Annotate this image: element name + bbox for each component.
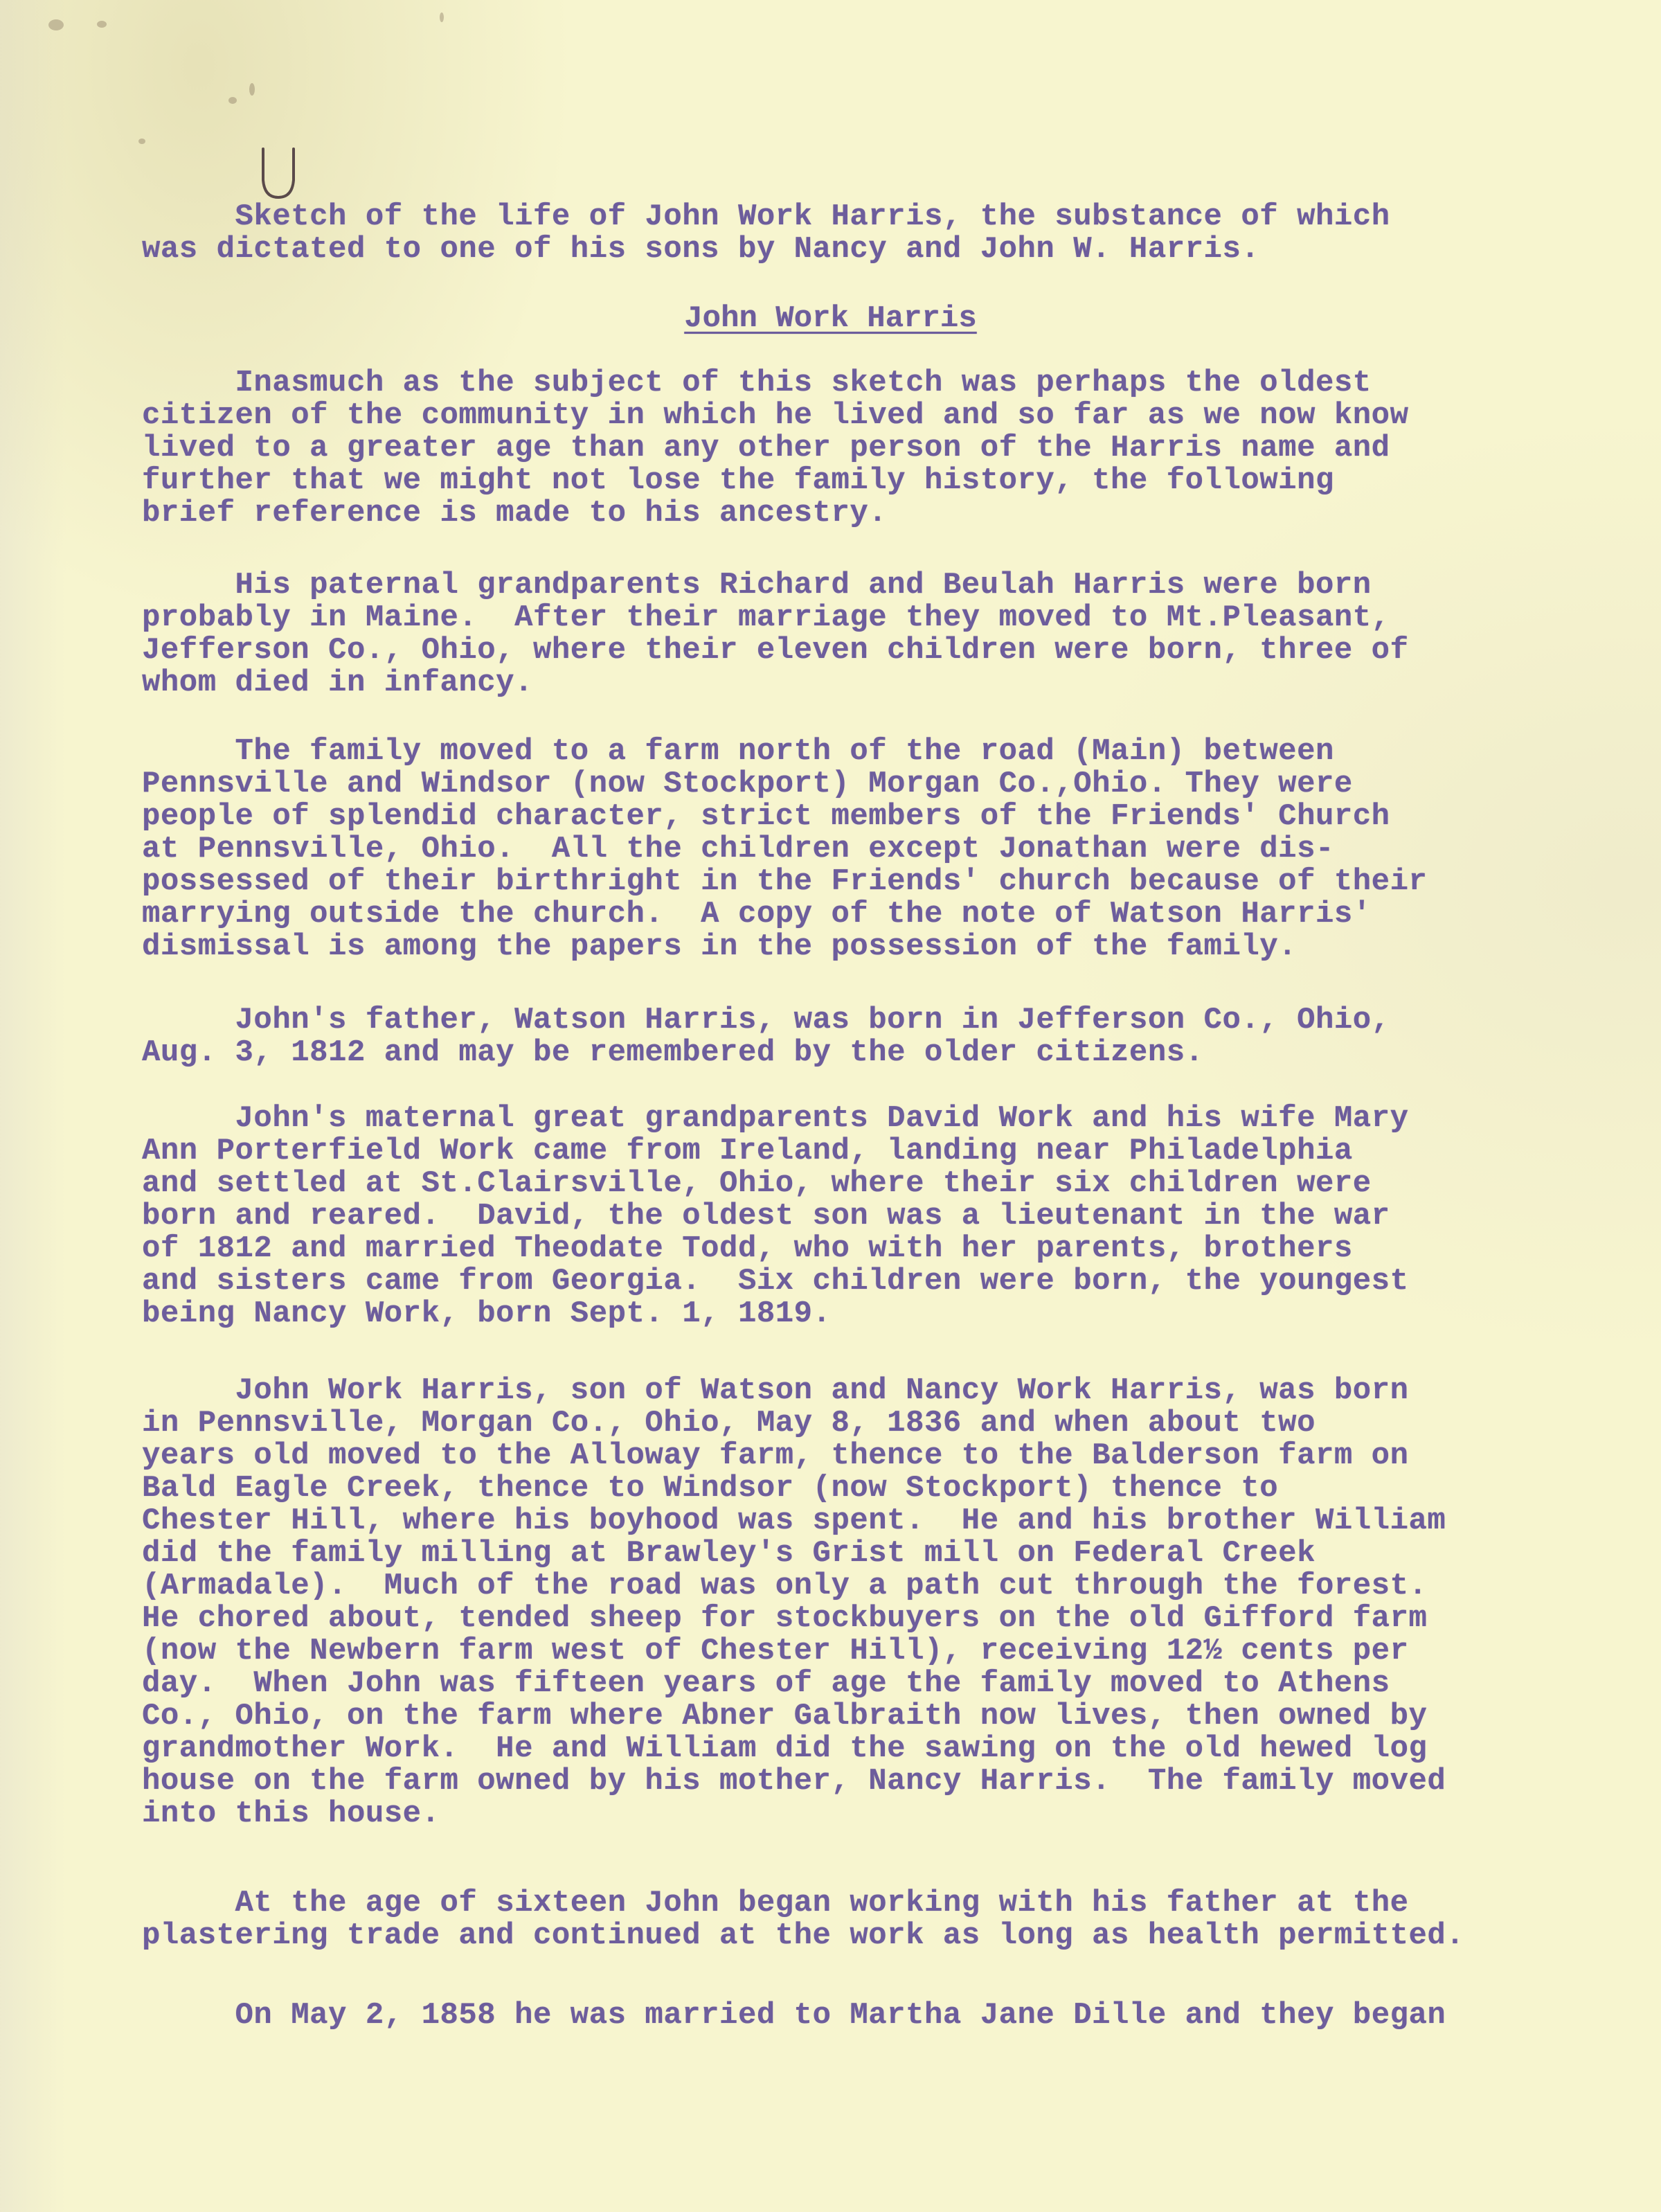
paragraph-marriage: On May 2, 1858 he was married to Martha Jane Dille and they began — [142, 1998, 1446, 2033]
document-title — [0, 303, 1661, 335]
stain-mark — [228, 97, 237, 104]
stain-mark — [249, 83, 255, 96]
pencil-mark-icon — [255, 142, 303, 204]
paragraph-ancestry-intro: Inasmuch as the subject of this sketch was perhaps the oldest citizen of the community in which he lived and so far as we now know lived to a greater age than any other person of the Harris name and further that we might not lose the family history, the following brief reference is made to his ancestry. — [142, 366, 1409, 530]
paragraph-boyhood: John Work Harris, son of Watson and Nancy Work Harris, was born in Pennsville, Morgan Co., Ohio, May 8, 1836 and when about two years old moved to the Alloway farm, thence to the Balderson farm on Bald Eagle Creek, thence to Windsor (now Stockport) thence to Chester Hill, where his boyhood was spent. He and his brother William did the family milling at Brawley's Grist mill on Federal Creek (Armadale). Much of the road was only a path cut through the forest. He chored about, tended sheep for stockbuyers on the old Gifford farm (now the Newbern farm west of Chester Hill), receiving 12½ cents per day. When John was fifteen years of age the family moved to Athens Co., Ohio, on the farm where Abner Galbraith now lives, then owned by grandmother Work. He and William did the sawing on the old hewed log house on the farm owned by his mother, Nancy Harris. The family moved into this house. — [142, 1373, 1446, 1831]
intro-text: Sketch of the life of John Work Harris, the substance of which was dictated to one of his sons by Nancy and John W. Harris. — [142, 199, 1390, 267]
document-title-text: John Work Harris — [684, 301, 977, 336]
paragraph-paternal-grandparents: His paternal grandparents Richard and Beulah Harris were born probably in Maine. After their marriage they moved to Mt.Pleasant, Jefferson Co., Ohio, where their eleven children were born, three of whom died in infancy. — [142, 568, 1409, 700]
stain-mark — [97, 21, 107, 28]
paragraph-family-move: The family moved to a farm north of the road (Main) between Pennsville and Windsor (now Stockport) Morgan Co.,Ohio. They were people of splendid character, strict members of the Friends' Church at Pennsville, Ohio. All the children except Jonathan were dis- possessed of their birthright in the Friends' church because of their marrying outside the church. A copy of the note of Watson Harris' dismissal is among the papers in the possession of the family. — [142, 734, 1428, 964]
stain-mark — [440, 12, 444, 22]
paragraph-father: John's father, Watson Harris, was born in Jefferson Co., Ohio, Aug. 3, 1812 and may be remembered by the older citizens. — [142, 1003, 1390, 1070]
stain-mark — [138, 139, 145, 144]
stain-mark — [48, 19, 64, 30]
paragraph-plastering-trade: At the age of sixteen John began working with his father at the plastering trade and continued at the work as long as health permitted. — [142, 1886, 1465, 1953]
paragraph-maternal-ancestry: John's maternal great grandparents David Work and his wife Mary Ann Porterfield Work came from Ireland, landing near Philadelphia and settled at St.Clairsville, Ohio, where their six children were born and reared. David, the oldest son was a lieutenant in the war of 1812 and married Theodate Todd, who with her parents, brothers and sisters came from Georgia. Six children were born, the youngest being Nancy Work, born Sept. 1, 1819. — [142, 1101, 1409, 1331]
